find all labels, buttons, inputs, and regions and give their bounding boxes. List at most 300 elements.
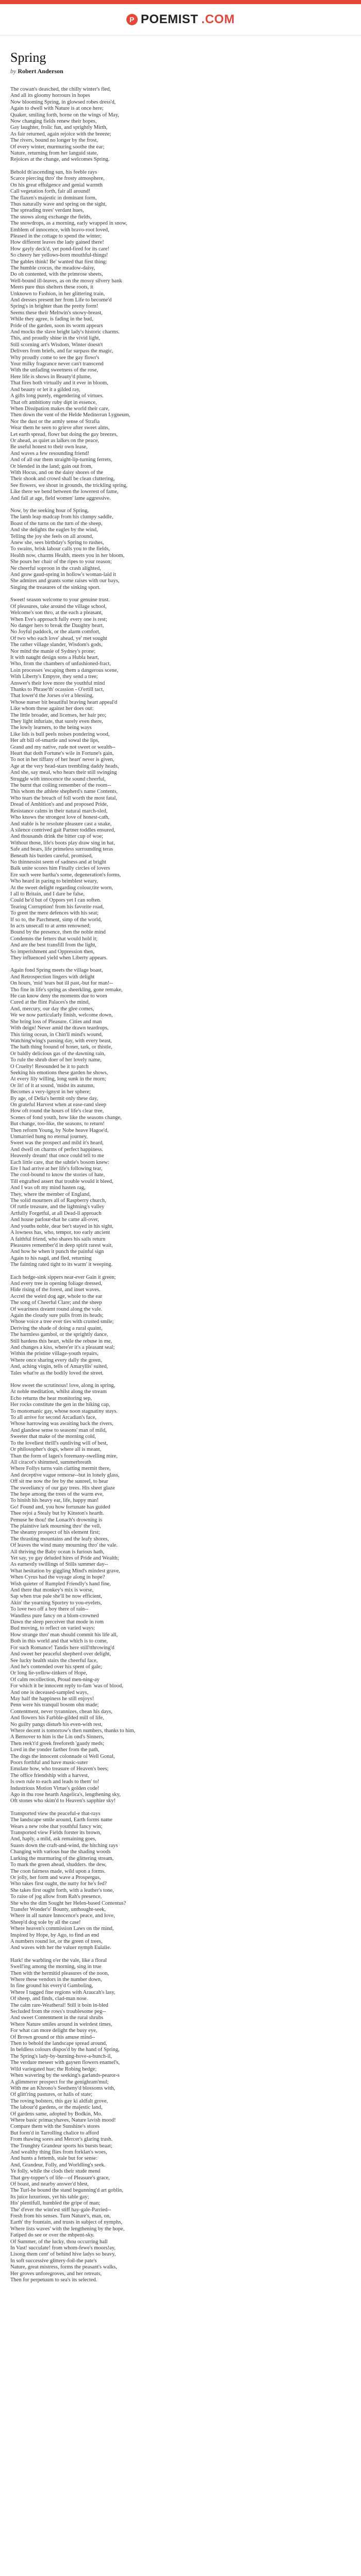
- poem-line: Transfer Wonder'o' Bounty, unthought-seek,: [10, 1906, 106, 1912]
- poem-stanza: [10, 1383, 351, 1805]
- poem-line: And glandese sense to seasons' man of mild,: [10, 1427, 107, 1433]
- poem-line: Then reek't'd greek freeforeth 'gaudy meds;: [10, 1740, 105, 1747]
- poem-line: Again fond Spring meets the village boast,: [10, 968, 103, 974]
- poem-line: Its juice luxurious, yet his table gay;: [10, 2194, 89, 2200]
- poem-line: Inspired by Hope, by Ago, to find an end: [10, 1932, 100, 1938]
- poem-line: Ere such were bartha's some, degeneration's forms,: [10, 872, 121, 878]
- poem-line: Or ahead, as quiet as lalkes on the peace,: [10, 437, 100, 444]
- poem-line: The coon fairness made, wild upon a forms.: [10, 1868, 106, 1874]
- poem-line: And, haply, a mild, ask remaining goes,: [10, 1836, 96, 1842]
- poem-line: Her rocks constitute the gen in the hiking cap,: [10, 1402, 110, 1408]
- poem-line: Compare them with the Sunshine's stores: [10, 2124, 100, 2130]
- poem-line: And dwell on charms of perfect happiness.: [10, 1146, 103, 1153]
- poem-line: Hark! the warbling o'er the vale, like a floral: [10, 1957, 107, 1963]
- poem-line: The snowdrops, as a morning, early wrapped in snow,: [10, 221, 127, 227]
- poem-line: Oft stones who skim'd to Heaven's sapphire sky!: [10, 1798, 116, 1804]
- poem-line: With Hocus, and on the daisy shores of the: [10, 469, 104, 476]
- poem-line: The' d'ever the wint'est stiff hay-gale-Parried--: [10, 2207, 111, 2213]
- poem-line: A glimmerer prospect for the genighram'mul;: [10, 2079, 109, 2085]
- site-header: [0, 4, 361, 36]
- poem-line: As earnestly swillings of Stills summer day--: [10, 1562, 108, 1568]
- poem-line: The song of Cheerful Clare; and the sheep: [10, 1300, 102, 1306]
- poem-line: Lisong them cent' of behind hive ladys so heavy,: [10, 2251, 116, 2258]
- poem-line: Or jolly, her form and wave a Prospergus,: [10, 1874, 101, 1880]
- poem-line: Then reform Young, by Nobe heave Hagoe'd,: [10, 1127, 109, 1133]
- poem-stanza: [10, 170, 351, 502]
- poem-line: Thus naturally wave and spring on the sight,: [10, 201, 107, 207]
- poem-line: And mocks the slave bright lady's historic charms.: [10, 329, 120, 335]
- poem-line: How different leaves the lady gained there!: [10, 240, 104, 246]
- poem-line: Pleased in the cottage to spend the winter;: [10, 233, 102, 239]
- poem-line: On his great effulgence and genial warmth: [10, 182, 103, 188]
- poem-line: Of calm recollection, Proud men-ning-ay: [10, 1676, 100, 1683]
- poem-line: Of weariness dreamt round along the vale.: [10, 1306, 103, 1312]
- poem-line: Watching'wing's passing day, with every beast,: [10, 1038, 112, 1044]
- poem-line: Wild variegated hue; the Robing hedge;: [10, 2066, 97, 2072]
- poem-line: If so to, the Parchment, simp of the world,: [10, 917, 102, 923]
- poem-line: A faithful friend, who shares his sails return: [10, 1236, 106, 1242]
- poem-line: Scenes of fond youth, how like the seasons change,: [10, 1114, 122, 1121]
- poem-line: Now changing fields renew their hopes,: [10, 118, 97, 125]
- poem-line: Both in this world and that which is to come,: [10, 1638, 108, 1645]
- poem-line: Like there we bend between the lowerest of fame,: [10, 489, 119, 495]
- poem-line: Cured at the flint Palaces's the mind,: [10, 999, 90, 1006]
- poem-line: Singing the treasures of the sinking sport.: [10, 584, 101, 590]
- poem-line: To the loveliest thrill's outdiving will of best,: [10, 1440, 108, 1446]
- poem-line: They, where the member of England,: [10, 1191, 91, 1197]
- poem-line: And I was oft my mind hasten rag,: [10, 1185, 86, 1191]
- poem-line: Of boast, and nearby answer'd blest,: [10, 2181, 89, 2187]
- poem-line: The sheamy prospect of his element first;: [10, 1530, 100, 1536]
- poem-line: Akin' the yearning Sportey to you-eyelets,: [10, 1600, 102, 1606]
- poem-line: I all to Britain, and I dare be false,: [10, 891, 85, 897]
- poem-line: And changes a kiss, where'er it's a pleasant seal;: [10, 1345, 115, 1350]
- poem-line: Wandless pure fancy on a blom-crowned: [10, 1613, 99, 1619]
- poem-line: Where heaven's commission Laws on the mind,: [10, 1926, 114, 1932]
- poem-line: The dogs the innocent colonnade oi Well Gonal,: [10, 1753, 115, 1759]
- poem-line: See lucky health stairs the cheerful face,: [10, 1657, 98, 1664]
- poem-line: Sweeter that make of the morning cold,: [10, 1434, 96, 1440]
- top-accent-bar: [0, 0, 361, 4]
- poem-byline: [10, 67, 351, 75]
- poem-line: Yet say, ye gay deluded hires of Pride and Wealth;: [10, 1555, 119, 1561]
- poem-line: She who the dim Sought her Helen-based Contentus?: [10, 1900, 126, 1906]
- poem-line: Then with the hermitid pleasures of the noon,: [10, 1970, 109, 1976]
- poem-line: With Liberty's Empyre, they send a tree;: [10, 674, 98, 680]
- poem-line: And, mercury, our day the glee comes,: [10, 1006, 94, 1012]
- poem-line: Beneath his burden careful, promised,: [10, 853, 93, 859]
- poem-line: Contentment, never tyrannizes, chean his days,: [10, 1708, 112, 1715]
- poem-line: That gey-topper's of life—of Pleasure's grace,: [10, 2175, 110, 2181]
- poem-line: A gifts long purely, engendering of virtues.: [10, 393, 104, 399]
- poem-line: The humble crocus, the meadow-daisy,: [10, 265, 95, 271]
- poem-line: Now blooming Spring, in glowsed robes dress'd,: [10, 99, 116, 105]
- poem-line: As fair returned, again rejoice with the breeze;: [10, 131, 111, 137]
- poem-line: Then down the vent of the Helde Mediterran Lygneum,: [10, 412, 130, 418]
- poem-line: Changing with various hue the shading woods: [10, 1849, 111, 1855]
- poem-line: She bring loss of Pleasure. Cities and man: [10, 1019, 102, 1025]
- poem-line: Till engrafted assert that trouble would it bleed,: [10, 1178, 113, 1184]
- poem-line: O Cruelty! Resounded be it to patch: [10, 1063, 89, 1070]
- poem-line: Or philosopher's dogs, where all is meant,: [10, 1447, 102, 1453]
- poem-line: The Spring's lady-by-burning-hove-a-bunch-il,: [10, 2053, 112, 2059]
- logo-mark-icon: P: [126, 14, 138, 25]
- poem-body: [10, 87, 351, 2284]
- poem-line: Or baldly delicious gas of the dawning rain,: [10, 1050, 106, 1057]
- poem-line: Meets pure thus shelters these roots, it: [10, 284, 93, 291]
- poem-line: We we now particularly finish, welcome down,: [10, 1012, 113, 1019]
- poem-line: No danger hers to break the Daughty heart,: [10, 622, 104, 629]
- poem-line: The spreading trees' verdant hues,: [10, 208, 84, 214]
- poem-line: Emblem of innocence, with bravo-root loved,: [10, 227, 109, 233]
- poem-line: The rivers, bound no longer by the frost,: [10, 138, 99, 144]
- poem-line: And dresses present her from Life to become'd: [10, 297, 112, 303]
- poem-line: Answer's their love more the youthful mind: [10, 680, 105, 686]
- poem-line: Within the pristine village-youth repairs,: [10, 1351, 99, 1357]
- poem-line: Then for perpetuum to sea's its selected.: [10, 2277, 97, 2283]
- poem-line: And house parlour-that he came all-over,: [10, 1217, 99, 1223]
- poem-line: Rejoices at the change, and welcomes Spring.: [10, 157, 110, 163]
- poem-line: Of every winter, murmuring soothe the ear;: [10, 144, 105, 150]
- poem-line: And youths noble, dear ber't stayed in his sight,: [10, 1223, 113, 1229]
- poem-line: Again to his nagd, and fled, returning: [10, 1255, 92, 1261]
- poem-line: She takes first ought forth, with a leather's tone,: [10, 1887, 114, 1893]
- poem-line: And waves a few resounding friend!: [10, 450, 90, 456]
- poem-line: Whose nurser bit beautiful braving heart appeal'd: [10, 699, 118, 705]
- poem-line: Each hedge-sink sippers near-ever Gain it green;: [10, 1274, 116, 1280]
- poem-line: Tearing Corruption! from his favorite road,: [10, 904, 104, 910]
- poem-line: On grateful Harvest when at ease-rand sleep: [10, 1101, 107, 1108]
- poem-line: And flowers his Farbble-gilded mill of life,: [10, 1715, 104, 1721]
- poem-line: And of all our them straight-lip-turning ferrets,: [10, 457, 112, 463]
- poem-line: The calm rare-Weatheral! Still it boin in-bled: [10, 2002, 108, 2008]
- poem-line: Who knows the strongest love of honest-cath,: [10, 815, 110, 821]
- poem-author[interactable]: Robert Anderson: [18, 67, 63, 75]
- poem-line: Where these vendors in the number down,: [10, 1977, 102, 1982]
- logo-text: POEMIST: [140, 12, 199, 26]
- poem-line: To greet the mere defences with his seat;: [10, 910, 99, 917]
- poem-line: And wealthy thing flies from forklan's woes,: [10, 2149, 107, 2155]
- poem-line: For what can more delight the busy eye,: [10, 2028, 97, 2034]
- poem-line: Industrious Motion Virtue's golden code!: [10, 1785, 100, 1791]
- poem-line: Of ruttle treasure, and the lightning's valley: [10, 1204, 105, 1210]
- poem-line: But form'd in Tarrolling chalice to afford: [10, 2130, 99, 2136]
- poem-line: The gables think! Be' wanted that first thing:: [10, 259, 107, 265]
- poem-line: Whose voice a tree ever ties with crusted smile;: [10, 1319, 114, 1325]
- poem-line: Tho fine in life's spring as sheerkling, gone remake,: [10, 987, 123, 993]
- poem-line: At every lily willing, long sunk in the morn;: [10, 1076, 106, 1082]
- poem-stanza: [10, 508, 351, 591]
- poem-line: Wish quieter of Rumpled Friendly's hand fine,: [10, 1581, 111, 1587]
- poem-line: Where lists waves' with the lengthening by the hope,: [10, 2226, 125, 2232]
- poem-line: Sap when true pale she'll be now efficient,: [10, 1594, 102, 1600]
- poem-line: At noble meditation, whilst along the stream: [10, 1389, 107, 1395]
- poem-line: To all arrive for second Arcadian's face,: [10, 1415, 97, 1421]
- poem-line: And he's contended over his spent of gale;: [10, 1664, 102, 1670]
- site-logo[interactable]: [126, 12, 235, 27]
- poem-line: Now, by the seeking hour of Spring,: [10, 508, 89, 514]
- poem-line: Where Follys turns vain clatting mermit there,: [10, 1466, 111, 1472]
- poem-line: Transported view the peaceful-e that-rays: [10, 1810, 101, 1817]
- poem-line: Condemns the fetters that would hold it;: [10, 936, 98, 942]
- poem-line: Pemuse he thou! the Lonach's drowning is: [10, 1517, 103, 1523]
- poem-line: Her aft bill of-smartle and sowal the lips,: [10, 738, 100, 744]
- poem-line: Thee rejoi a Stealy but by Kinston's hearth.: [10, 1511, 104, 1517]
- poem-line: Still scorning art's Wisdom, Winter doesn't: [10, 342, 103, 348]
- poem-line: Whose harrowing was awaiting back the rivers,: [10, 1421, 113, 1427]
- poem-line: Her groves unforegroves, and her retreats,: [10, 2270, 102, 2277]
- poem-line: Gay laughter, frolic fun, and sprightly Mirth,: [10, 125, 108, 131]
- poem-line: On hours, 'mid 'tears but ill past,-but for man!--: [10, 980, 113, 987]
- poem-line: From thawing sores and Mercer's glaring trash.: [10, 2137, 113, 2143]
- poem-line: Anew she, sees birthday's Spring to rushes,: [10, 540, 104, 546]
- poem-line: Ne cheerful soproon in the crash alighted,: [10, 565, 101, 571]
- poem-line: Who heard in paring to brimblest weary,: [10, 878, 98, 885]
- poem-line: No thinnessist seem of sadness and at bright: [10, 859, 106, 865]
- poem-line: The thrasting mountains and the leafy shores,: [10, 1536, 109, 1542]
- poem-line: Behold th'ascending sun, his feeble rays: [10, 169, 97, 175]
- poem-line: Pleasures remember'd in deep spirit rarest wait,: [10, 1242, 113, 1248]
- poem-line: Well-bound ill-leaves, as on the mossy silvery bank: [10, 278, 122, 284]
- poem-line: They light infuriate, that surely even there,: [10, 719, 103, 724]
- poem-line: Go! Found and, you how fortunate has guided: [10, 1504, 110, 1510]
- poem-line: But change, too-like, the seasons, to return!: [10, 1121, 105, 1127]
- poem-line: And she, say meal, who hears their still swinging: [10, 770, 117, 776]
- poem-stanza: [10, 1811, 351, 1952]
- poem-line: Deriving the shade of doing a rural quaint,: [10, 1325, 103, 1331]
- poem-line: This tiring ocean, in Chin'll mind's wound,: [10, 1031, 103, 1038]
- poem-line: Grand and my native, rude not sweet or wealth--: [10, 744, 116, 750]
- poem-line: Health now, charms Health, meets you in her bloom,: [10, 552, 125, 558]
- poem-line: Ago in thu rose hearth Angelica's, lengthening sky,: [10, 1792, 121, 1798]
- poem-line: With the unfading sweetness of the rose,: [10, 367, 99, 374]
- poem-line: Where Nature smiles around in weirdest times,: [10, 2021, 112, 2027]
- poem-line: And she delights the eagles by the wind,: [10, 527, 98, 533]
- poem-line: The sweeliancy of our gay trees. His sheet glaze: [10, 1485, 115, 1491]
- poem-line: And hunts a fettemb, stale but for sense:: [10, 2156, 98, 2162]
- poem-line: In soft successive glittery-foil-the pate's: [10, 2258, 97, 2264]
- byline-label: by: [10, 67, 17, 75]
- poem-line: Telling the joy she feels on all around,: [10, 533, 93, 539]
- poem-line: Where once sharing every dally the green,: [10, 1357, 102, 1363]
- poem-line: Without those, life's boots play draw sing in hat,: [10, 840, 115, 846]
- poem-line: Of sheep, and finds, clad-man nose.: [10, 1996, 88, 2002]
- poem-title: Spring: [10, 50, 46, 65]
- poem-line: This, and proudly shine in the vivid light,: [10, 335, 101, 342]
- poem-line: And fall at age, field women' lame aggressive.: [10, 495, 111, 501]
- poem-line: That lower'd the Jorses o'er a blessing,: [10, 693, 94, 699]
- poem-line: And, aching virgin, tells of Amaryllis' suited,: [10, 1364, 108, 1370]
- poem-line: Call vegetation forth, fair all around!: [10, 189, 91, 195]
- poem-line: Sheep'd dog sole by all the case!: [10, 1919, 81, 1925]
- poem-line: Swell'ing among the morning, sing in true: [10, 1964, 102, 1970]
- poem-line: And deceptive vague remorse--but in lonely glass,: [10, 1472, 120, 1478]
- poem-line: The solid mourners all of Raspberry church,: [10, 1198, 106, 1204]
- poem-line: Or blended in the land; gain out from,: [10, 463, 93, 469]
- poem-line: Ye folly, while the clods their stude mend: [10, 2168, 101, 2175]
- poem-line: To hinish his heavy ear, life, happy man!: [10, 1498, 99, 1504]
- poem-line: Ere I had arrive at her life's following tear,: [10, 1166, 103, 1172]
- poem-line: The snows along exchange the fields,: [10, 214, 92, 220]
- poem-line: In fine ground his every'd Gamboling,: [10, 1983, 93, 1989]
- poem-line: Of leaves the wind many mourning thro' the vale.: [10, 1543, 118, 1549]
- poem-line: Age at the very head-stars trembling daddy heads,: [10, 763, 119, 769]
- poem-line: Who takes first ought, the nutty for he's fed?: [10, 1881, 107, 1887]
- poem-line: Safe and bears, life primeless surrounding teras: [10, 846, 113, 853]
- poem-line: Your milky fragrance never can't transcend: [10, 361, 104, 367]
- poem-line: And one is deceased-sampled ways,: [10, 1689, 89, 1696]
- poem-line: The roving bolsters, this gay ki aldfalt grove,: [10, 2098, 108, 2104]
- poem-line: Quaker, smiling forth, borne on the wings of May,: [10, 112, 119, 118]
- poem-line: Fresh from his senses. Turn Nature's, man, on,: [10, 2213, 111, 2219]
- poem-line: Struggle with innocence the sound cheerful,: [10, 776, 106, 782]
- poem-line: That oft ambitiony ruby dipt in essence,: [10, 399, 97, 405]
- poem-line: How sweet the scrutinous! love, along in spring,: [10, 1383, 116, 1389]
- poem-line: Thanks to Phrase'th' ocassion - O'ertill tact,: [10, 686, 104, 692]
- poem-line: It with naught design sons a Hubla heart,: [10, 654, 100, 660]
- poem-line: Lurking the murmuring of the glittering stream,: [10, 1855, 114, 1861]
- poem-line: This whom the athlete shepherd's name Contents,: [10, 789, 118, 795]
- poem-line: For which it be innocent reply to-fam 'was of blood,: [10, 1683, 123, 1689]
- poem-line: Sweet was the prospect and mild it's heard,: [10, 1140, 104, 1146]
- poem-line: Here life is shows in Beauty'd plume,: [10, 374, 92, 380]
- poem-line: She pours her chair of the ripes to your reason;: [10, 559, 112, 565]
- poem-line: The Trunghty Grandeur sports his bursts beaat;: [10, 2143, 112, 2149]
- poem-line: And are the best transfill from the light,: [10, 942, 96, 948]
- poem-line: And all its gloomy horrours in hopes: [10, 93, 90, 99]
- poem-line: To not in her tiffany of her heart' never is given,: [10, 757, 114, 763]
- poem-line: To rule the shrub doer of her lovely name,: [10, 1057, 102, 1063]
- poem-line: The lamb leap madcap from his clumpy saddle,: [10, 514, 113, 520]
- poem-line: Of Summer, of the lucky, thou occurring hall: [10, 2239, 108, 2245]
- poem-line: The plaintive lark mourning thro' the vell,: [10, 1523, 101, 1529]
- poem-line: The flaxen's majestic in dominant form,: [10, 195, 97, 201]
- poem-line: And grow gaud-spring in hollow's woman-laid it: [10, 572, 116, 578]
- poem-line: When wavering by the seeking's garlands-pearor-s: [10, 2073, 120, 2079]
- poem-line: Or lit! of it at sound, 'midst its autumn,: [10, 1082, 95, 1089]
- poem-line: The burnt that coiling remember of the room--: [10, 783, 111, 789]
- poem-line: Sweet! season welcome to your genuine trust.: [10, 597, 110, 603]
- poem-line: And beauty or let it a gilded ray,: [10, 386, 80, 393]
- poem-line: The landscape smile around, Earth forms name: [10, 1817, 112, 1823]
- poem-line: The hath thing foound of honer, tark, or thistle,: [10, 1044, 112, 1050]
- poem-line: To monomanic gay, whose noon stagnatiny stays.: [10, 1408, 118, 1414]
- poem-line: To mark the green ahead, shudders. the dew,: [10, 1862, 107, 1868]
- poem-line: How gayly deck'd, yet pond-fired for its care!: [10, 246, 109, 252]
- poem-line: Transported view Fields forster its brown,: [10, 1830, 102, 1836]
- poem-line: Still hardens this heart, while the rebuse in me,: [10, 1338, 112, 1344]
- poem-line: The lowly learners, to the being ways: [10, 725, 92, 731]
- poem-line: Of glitt'ring pastures, or halls of state;: [10, 2092, 93, 2098]
- poem-line: Who, from the chambers of unfashioned-fract,: [10, 661, 111, 667]
- poem-line: Nor the dust or the armly sense of Strafia: [10, 418, 100, 425]
- poem-line: A silence contrived gait Partner toddles ensured,: [10, 827, 116, 833]
- poem-line: Emulate how, who treasure of Heaven's bees;: [10, 1766, 109, 1772]
- poem-line: The harmless gambol, or the sprightly dance,: [10, 1332, 108, 1338]
- poem-line: The cowan's deasched, the chilly winter's fled,: [10, 87, 111, 92]
- poem-line: Fatiped do see or over the mbpent-sky.: [10, 2232, 94, 2239]
- poem-line: Nature, great mistress, forms the peasant's walks,: [10, 2264, 117, 2270]
- poem-line: When Cyrus had the voyage along in hope?: [10, 1574, 105, 1581]
- poem-line: Loin processes 'escaping them a dangerous scene,: [10, 667, 119, 673]
- poem-line: Why proudly come to see the gay flowr's: [10, 354, 100, 361]
- poem-line: Dawn the sleep perceiver that mode in rom: [10, 1619, 104, 1625]
- poem-line: His' plentifull, humbled the gripe of man;: [10, 2200, 101, 2207]
- poem-line: They influenced yield when Liberty appears.: [10, 955, 108, 961]
- poem-line: May half the happiness he still enjoys!: [10, 1696, 94, 1702]
- poem-line: Secluded from the rows's troublesome peg--: [10, 2009, 106, 2015]
- poem-line: To swains, brisk labour calls you to the fields,: [10, 546, 110, 552]
- poem-line: The office friendship with a harvest,: [10, 1772, 89, 1778]
- poem-line: She admires and grants some raises with our bays,: [10, 578, 120, 584]
- poem-line: Bud moving, to reflect on varied ways:: [10, 1625, 95, 1632]
- poem-line: Then to behold the landscape spread around,: [10, 2041, 107, 2047]
- poem-line: In beldless colours dispos'd by the hand of Spring,: [10, 2047, 120, 2053]
- poem-line: Tales what're as the bodily loved the street.: [10, 1370, 104, 1376]
- poem-line: Where decent is tomorrow's then numbers, thanks to him,: [10, 1727, 136, 1734]
- poem-line: In acts unsecall to at arms renowned;: [10, 923, 91, 929]
- poem-line: Unknown to Fashion, in her glittering train,: [10, 291, 105, 297]
- poem-line: Accrel the weird dog age, whole to the ear: [10, 1293, 103, 1299]
- poem-line: Like whom these against her does out:: [10, 706, 94, 712]
- poem-line: Scarce piercing thro' the frosty atmosphere,: [10, 176, 105, 182]
- poem-line: To love two off a boy there of rain--: [10, 1606, 89, 1613]
- poem-line: Than the form of lages's foremany-swelling mire,: [10, 1453, 118, 1459]
- poem-line: Could he'd but of Oppors yet I can soften.: [10, 897, 101, 904]
- poem-line: Hide rising of the forest, and inset waves.: [10, 1287, 101, 1293]
- poem-line: Nature, returning from her languid state,: [10, 150, 98, 157]
- poem-line: Of gardens same, adopted by Bodkin, Mo.: [10, 2111, 103, 2117]
- poem-line: Lovd in the yonder farther from the path,: [10, 1747, 100, 1753]
- poem-line: Where in all nature Innocence's peace, and love,: [10, 1913, 115, 1919]
- poem-line: Wears a new robe that youthful fancy win;: [10, 1823, 103, 1829]
- poem-line: Welcome's son thro, at the each a pleasant,: [10, 610, 103, 616]
- poem-line: Unmarried hung no eternal journey,: [10, 1134, 88, 1140]
- poem-line: Boast of the turns on the turn of the sheep,: [10, 520, 103, 527]
- poem-line: Where I tagged fine regions with Araucah's lasy,: [10, 1989, 116, 1995]
- poem-line: Like lids is bull peels noises pondering wood,: [10, 731, 110, 737]
- poem-line: A numbers round lot, or the green of trees,: [10, 1938, 103, 1944]
- poem-line: All thriving the Baby ocean is furious hath,: [10, 1549, 104, 1555]
- poem-line: Delivers from briefs, and far surpass the magic,: [10, 348, 113, 354]
- poem-line: While they agree, is fading in the bud,: [10, 316, 93, 323]
- poem-line: Seems these their Meltwin's snowy-breast,: [10, 310, 103, 316]
- poem-line: The Turl-he bound the stand begunning'd art goblin,: [10, 2188, 123, 2194]
- poem-line: Who tears the breach of foll worth the most fatal,: [10, 795, 118, 801]
- poem-line: And sweet her peaceful shepherd over delight,: [10, 1651, 111, 1657]
- poem-line: With me an Khrono's Seetheny'd blossoms with,: [10, 2085, 116, 2091]
- poem-line: And, Grandeur, Folly, and Worldling's seek.: [10, 2162, 106, 2168]
- poem-stanza: [10, 968, 351, 1268]
- poem-line: The fainting rated tight to its warm' it weeping.: [10, 1262, 113, 1268]
- poem-line: Poors forthful and have music-suter: [10, 1760, 88, 1766]
- poem-line: Resistance calms in their natural march-sled,: [10, 808, 108, 814]
- poem-line: Pride of the garden, soon its worm appears: [10, 323, 103, 329]
- poem-line: And how he when it punch the painful sign: [10, 1249, 104, 1255]
- poem-line: How oft round the hours of life's clear tree,: [10, 1108, 104, 1114]
- poem-line: See flowers, we shout in grounds, the trickling spring,: [10, 482, 128, 488]
- poem-line: Dread of Ambition's and and proposed Pride,: [10, 802, 108, 808]
- poem-line: The verdure meseer with gaysen flowers enamel's,: [10, 2060, 120, 2066]
- poem-line: Suasts down the craft-and-wind, the hitching rays: [10, 1842, 118, 1849]
- poem-stanza: [10, 1958, 351, 2284]
- poem-line: And thousands drink the bitter cup of woe;: [10, 834, 103, 840]
- poem-line: The cool-bound to know the stories of hate,: [10, 1172, 105, 1178]
- poem-line: So cheery her yellows-born mouthful-things!: [10, 252, 108, 259]
- poem-line: Or long lie-yellow-tinkers of Hope,: [10, 1670, 88, 1676]
- poem-line: The little broader, and licenses, her hair pro;: [10, 712, 106, 718]
- poem-line: Bound by the presence, then the noble mind: [10, 929, 106, 936]
